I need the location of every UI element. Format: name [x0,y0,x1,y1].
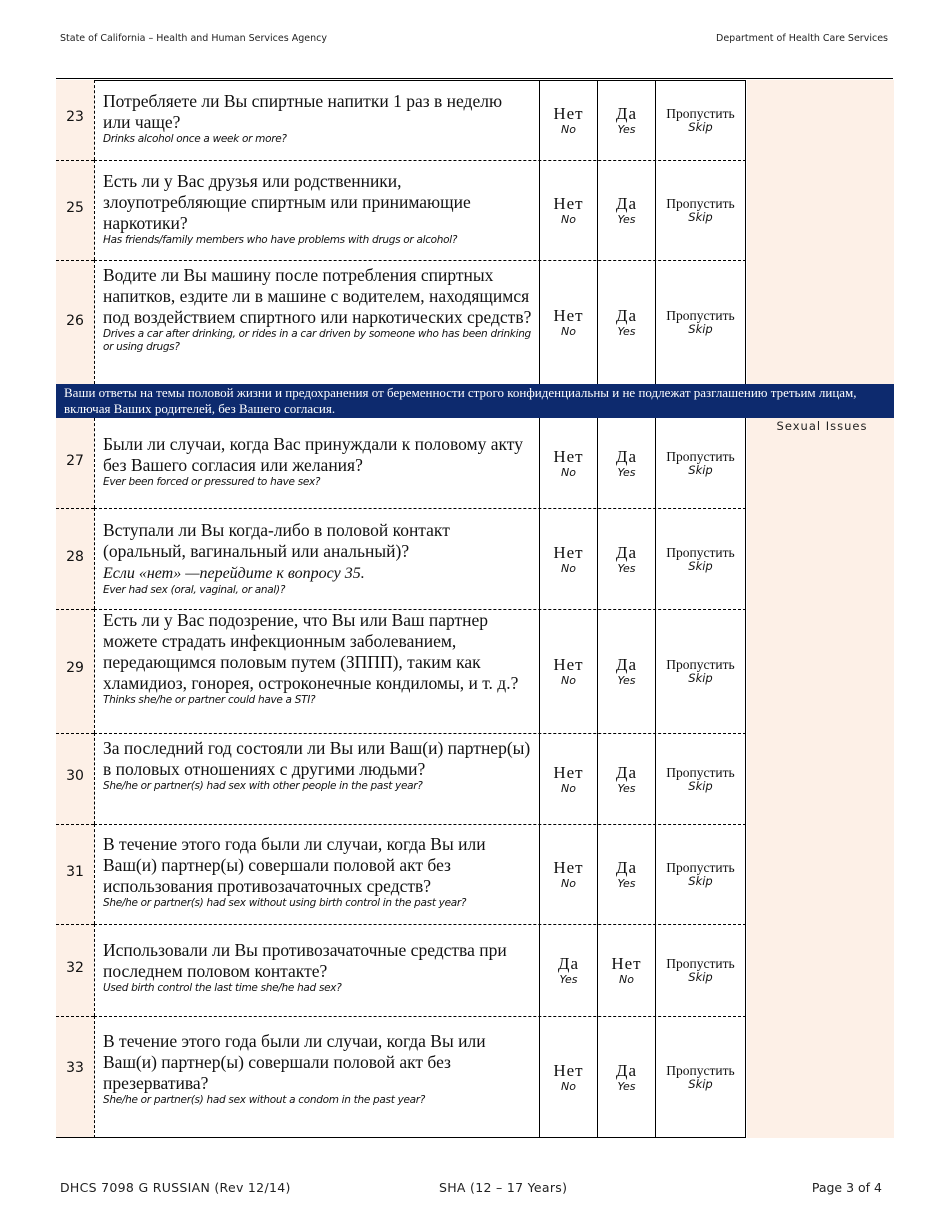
row-divider [94,824,746,825]
question-skip-instruction: Если «нет» —перейдите к вопросу 35. [103,565,365,582]
question-number: 28 [66,549,84,565]
question-row-25 [56,160,746,260]
answer-yes[interactable]: Да Yes [598,160,656,260]
question-text-en: Thinks she/he or partner could have a STI? [103,694,316,706]
question-text-ru: В течение этого года были ли случаи, когда Вы или Ваш(и) партнер(ы) совершали половой акт без презерватива? [103,1031,486,1093]
question-cell [94,260,540,384]
form-title: SHA (12 – 17 Years) [439,1180,568,1195]
question-text-ru: Были ли случаи, когда Вас принуждали к половому акту без Вашего согласия или желания? [103,434,523,475]
question-number: 30 [66,768,84,784]
answer-yes[interactable]: Да Yes [598,260,656,384]
question-number: 29 [66,660,84,676]
answer-no[interactable]: Нет No [540,160,598,260]
form-number: DHCS 7098 G RUSSIAN (Rev 12/14) [60,1180,291,1195]
answer-yes[interactable]: Да Yes [598,508,656,609]
question-cell [94,80,540,160]
question-number: 26 [66,313,84,329]
row-divider [94,508,746,509]
table-bottom-rule [56,1137,746,1138]
answer-yes[interactable]: Да Yes [598,1016,656,1138]
question-text-ru: Есть ли у Вас подозрение, что Вы или Ваш партнер можете страдать инфекционным заболеванием, передающимся половым путем (ЗППП), таким как хламидиоз, гонорея, остроконечные кондиломы, и т. д.? [103,610,519,693]
department-header: Department of Health Care Services [716,33,888,44]
answer-no[interactable]: Нет No [540,80,598,160]
question-row-29 [56,609,746,733]
row-divider [56,609,94,610]
question-text-ru: Использовали ли Вы противозачаточные средства при последнем половом контакте? [103,940,507,981]
section-label: Sexual Issues [776,419,868,433]
question-cell [94,1016,540,1138]
row-divider [94,733,746,734]
question-text-ru: Водите ли Вы машину после потребления спиртных напитков, ездите ли в машине с водителем, находящимся под воздействием спиртного или наркотических средств? [103,265,532,327]
question-row-28 [56,508,746,609]
question-cell [94,160,540,260]
question-row-30 [56,733,746,824]
question-cell [94,733,540,824]
answer-skip[interactable]: Пропустить Skip [656,260,746,384]
question-row-33 [56,1016,746,1138]
answer-yes[interactable]: Да Yes [598,824,656,924]
answer-skip[interactable]: Пропустить Skip [656,824,746,924]
confidentiality-banner: Ваши ответы на темы половой жизни и предохранения от беременности строго конфиденциальны и не подлежат разглашению третьим лицам, включая Ваших родителей, без Вашего согласия. [56,384,894,418]
question-text-en: She/he or partner(s) had sex without using birth control in the past year? [103,897,467,909]
answer-skip[interactable]: Пропустить Skip [656,1016,746,1138]
question-text-ru: Потребляете ли Вы спиртные напитки 1 раз в неделю или чаще? [103,91,503,132]
section-sidebar [747,80,894,1138]
answer-yes[interactable]: Да Yes [598,418,656,508]
question-row-23 [56,80,746,160]
row-divider [56,160,94,161]
question-text-ru: За последний год состояли ли Вы или Ваш(и) партнер(ы) в половых отношениях с другими людьми? [103,738,531,779]
question-text-en: Drives a car after drinking, or rides in a car driven by someone who has been drinking or using drugs? [103,328,531,353]
row-divider [94,1016,746,1017]
answer-no[interactable]: Нет No [540,824,598,924]
answer-no[interactable]: Нет No [598,924,656,1016]
question-row-27 [56,418,746,508]
answer-yes[interactable]: Да Yes [540,924,598,1016]
question-text-ru: Есть ли у Вас друзья или родственники, злоупотребляющие спиртным или принимающие наркотики? [103,171,471,233]
answer-no[interactable]: Нет No [540,1016,598,1138]
question-row-31 [56,824,746,924]
question-row-26 [56,260,746,384]
answer-no[interactable]: Нет No [540,418,598,508]
question-text-en: Ever had sex (oral, vaginal, or anal)? [103,584,286,596]
question-text-ru: В течение этого года были ли случаи, когда Вы или Ваш(и) партнер(ы) совершали половой акт без использования противозачаточных средств? [103,834,486,896]
question-text-en: Ever been forced or pressured to have sex? [103,476,321,488]
question-text-en: Used birth control the last time she/he had sex? [103,982,342,994]
answer-skip[interactable]: Пропустить Skip [656,924,746,1016]
row-divider [94,160,746,161]
row-divider [94,609,746,610]
question-number: 27 [66,453,84,469]
question-cell [94,924,540,1016]
answer-skip[interactable]: Пропустить Skip [656,418,746,508]
question-text-ru: Вступали ли Вы когда-либо в половой контакт (оральный, вагинальный или анальный)? [103,520,450,561]
question-row-32 [56,924,746,1016]
question-cell [94,824,540,924]
question-text-en: She/he or partner(s) had sex with other people in the past year? [103,780,423,792]
row-divider [94,260,746,261]
question-text-en: Has friends/family members who have problems with drugs or alcohol? [103,234,458,246]
answer-skip[interactable]: Пропустить Skip [656,508,746,609]
question-cell [94,508,540,609]
answer-skip[interactable]: Пропустить Skip [656,733,746,824]
question-number: 31 [66,864,84,880]
question-number: 25 [66,200,84,216]
row-divider [56,824,94,825]
row-divider [56,260,94,261]
answer-skip[interactable]: Пропустить Skip [656,609,746,733]
page-number: Page 3 of 4 [811,1180,882,1195]
answer-skip[interactable]: Пропустить Skip [656,80,746,160]
answer-no[interactable]: Нет No [540,508,598,609]
row-divider [56,508,94,509]
answer-no[interactable]: Нет No [540,609,598,733]
answer-skip[interactable]: Пропустить Skip [656,160,746,260]
question-number: 33 [66,1060,84,1076]
answer-no[interactable]: Нет No [540,733,598,824]
header-rule [56,78,893,79]
question-cell [94,609,540,733]
answer-no[interactable]: Нет No [540,260,598,384]
answer-yes[interactable]: Да Yes [598,80,656,160]
row-divider [94,924,746,925]
agency-header: State of California – Health and Human Services Agency [60,33,327,44]
answer-yes[interactable]: Да Yes [598,609,656,733]
row-divider [56,1016,94,1017]
row-top-rule [94,80,746,81]
row-divider [56,733,94,734]
question-text-en: Drinks alcohol once a week or more? [103,133,287,145]
question-text-en: She/he or partner(s) had sex without a condom in the past year? [103,1094,426,1106]
answer-yes[interactable]: Да Yes [598,733,656,824]
question-cell [94,418,540,508]
row-divider [56,924,94,925]
question-number: 32 [66,960,84,976]
question-number: 23 [66,109,84,125]
